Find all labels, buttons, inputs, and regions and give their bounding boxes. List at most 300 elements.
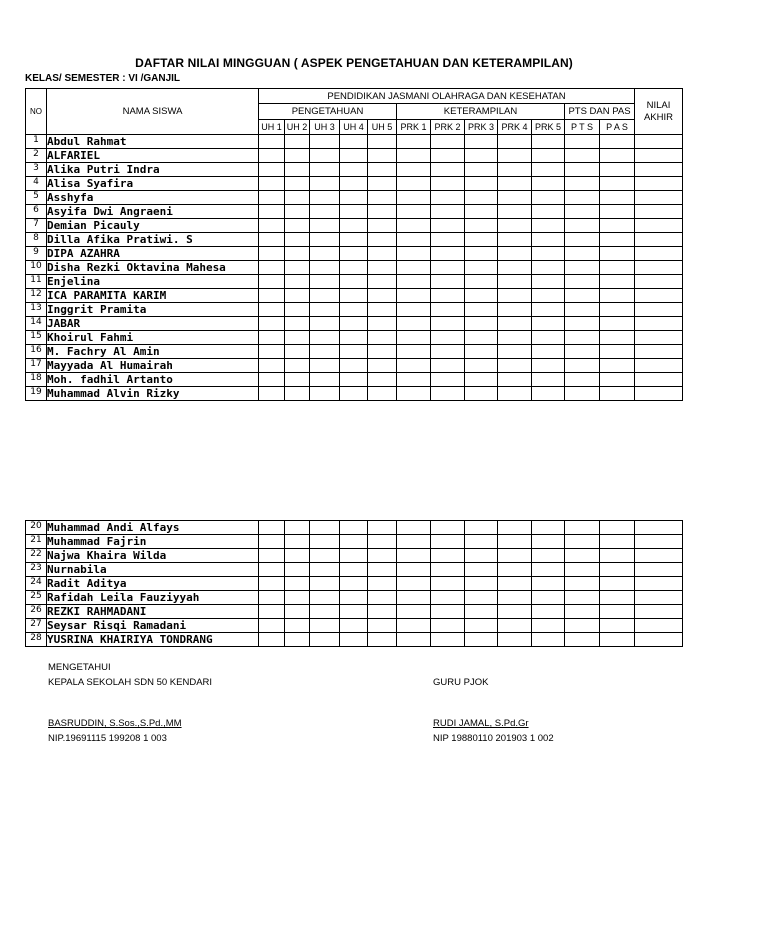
grade-cell[interactable] <box>635 163 683 177</box>
grade-cell[interactable] <box>431 563 465 577</box>
grade-cell[interactable] <box>532 331 565 345</box>
grade-cell[interactable] <box>285 261 310 275</box>
grade-cell[interactable] <box>340 387 368 401</box>
grade-cell[interactable] <box>600 191 635 205</box>
grade-cell[interactable] <box>368 191 397 205</box>
grade-cell[interactable] <box>465 359 498 373</box>
grade-cell[interactable] <box>532 275 565 289</box>
grade-cell[interactable] <box>368 219 397 233</box>
grade-cell[interactable] <box>259 177 285 191</box>
grade-cell[interactable] <box>532 303 565 317</box>
grade-cell[interactable] <box>565 633 600 647</box>
grade-cell[interactable] <box>635 219 683 233</box>
grade-cell[interactable] <box>310 317 340 331</box>
grade-cell[interactable] <box>285 247 310 261</box>
grade-cell[interactable] <box>465 233 498 247</box>
grade-cell[interactable] <box>310 549 340 563</box>
grade-cell[interactable] <box>600 233 635 247</box>
grade-cell[interactable] <box>285 591 310 605</box>
grade-cell[interactable] <box>310 591 340 605</box>
grade-cell[interactable] <box>397 359 431 373</box>
grade-cell[interactable] <box>368 549 397 563</box>
grade-cell[interactable] <box>532 163 565 177</box>
grade-cell[interactable] <box>340 149 368 163</box>
grade-cell[interactable] <box>565 549 600 563</box>
grade-cell[interactable] <box>532 317 565 331</box>
grade-cell[interactable] <box>635 373 683 387</box>
grade-cell[interactable] <box>397 577 431 591</box>
grade-cell[interactable] <box>259 633 285 647</box>
grade-cell[interactable] <box>310 149 340 163</box>
grade-cell[interactable] <box>465 345 498 359</box>
grade-cell[interactable] <box>431 373 465 387</box>
grade-cell[interactable] <box>465 605 498 619</box>
grade-cell[interactable] <box>635 535 683 549</box>
grade-cell[interactable] <box>259 619 285 633</box>
grade-cell[interactable] <box>259 163 285 177</box>
grade-cell[interactable] <box>498 191 532 205</box>
grade-cell[interactable] <box>465 135 498 149</box>
grade-cell[interactable] <box>600 163 635 177</box>
grade-cell[interactable] <box>259 359 285 373</box>
grade-cell[interactable] <box>635 261 683 275</box>
grade-cell[interactable] <box>340 563 368 577</box>
grade-cell[interactable] <box>259 577 285 591</box>
grade-cell[interactable] <box>635 521 683 535</box>
grade-cell[interactable] <box>565 345 600 359</box>
grade-cell[interactable] <box>565 331 600 345</box>
grade-cell[interactable] <box>600 219 635 233</box>
grade-cell[interactable] <box>431 219 465 233</box>
grade-cell[interactable] <box>340 177 368 191</box>
grade-cell[interactable] <box>600 373 635 387</box>
grade-cell[interactable] <box>397 563 431 577</box>
grade-cell[interactable] <box>465 577 498 591</box>
grade-cell[interactable] <box>600 633 635 647</box>
grade-cell[interactable] <box>498 359 532 373</box>
grade-cell[interactable] <box>565 577 600 591</box>
grade-cell[interactable] <box>368 577 397 591</box>
grade-cell[interactable] <box>397 219 431 233</box>
grade-cell[interactable] <box>600 303 635 317</box>
grade-cell[interactable] <box>498 373 532 387</box>
grade-cell[interactable] <box>565 233 600 247</box>
grade-cell[interactable] <box>532 191 565 205</box>
grade-cell[interactable] <box>340 191 368 205</box>
grade-cell[interactable] <box>368 591 397 605</box>
grade-cell[interactable] <box>368 619 397 633</box>
grade-cell[interactable] <box>259 345 285 359</box>
grade-cell[interactable] <box>498 619 532 633</box>
grade-cell[interactable] <box>532 591 565 605</box>
grade-cell[interactable] <box>259 205 285 219</box>
grade-cell[interactable] <box>431 521 465 535</box>
grade-cell[interactable] <box>635 233 683 247</box>
grade-cell[interactable] <box>498 233 532 247</box>
grade-cell[interactable] <box>431 317 465 331</box>
grade-cell[interactable] <box>259 373 285 387</box>
grade-cell[interactable] <box>465 633 498 647</box>
grade-cell[interactable] <box>565 177 600 191</box>
grade-cell[interactable] <box>340 359 368 373</box>
grade-cell[interactable] <box>285 163 310 177</box>
grade-cell[interactable] <box>285 549 310 563</box>
grade-cell[interactable] <box>259 591 285 605</box>
grade-cell[interactable] <box>431 135 465 149</box>
grade-cell[interactable] <box>565 359 600 373</box>
grade-cell[interactable] <box>259 563 285 577</box>
grade-cell[interactable] <box>532 633 565 647</box>
grade-cell[interactable] <box>465 549 498 563</box>
grade-cell[interactable] <box>600 563 635 577</box>
grade-cell[interactable] <box>498 177 532 191</box>
grade-cell[interactable] <box>532 345 565 359</box>
grade-cell[interactable] <box>635 191 683 205</box>
grade-cell[interactable] <box>498 521 532 535</box>
grade-cell[interactable] <box>368 535 397 549</box>
grade-cell[interactable] <box>259 549 285 563</box>
grade-cell[interactable] <box>310 261 340 275</box>
grade-cell[interactable] <box>310 247 340 261</box>
grade-cell[interactable] <box>498 261 532 275</box>
grade-cell[interactable] <box>498 633 532 647</box>
grade-cell[interactable] <box>635 205 683 219</box>
grade-cell[interactable] <box>600 275 635 289</box>
grade-cell[interactable] <box>285 177 310 191</box>
grade-cell[interactable] <box>600 605 635 619</box>
grade-cell[interactable] <box>368 303 397 317</box>
grade-cell[interactable] <box>498 331 532 345</box>
grade-cell[interactable] <box>600 331 635 345</box>
grade-cell[interactable] <box>431 345 465 359</box>
grade-cell[interactable] <box>465 219 498 233</box>
grade-cell[interactable] <box>340 163 368 177</box>
grade-cell[interactable] <box>635 331 683 345</box>
grade-cell[interactable] <box>397 591 431 605</box>
grade-cell[interactable] <box>465 317 498 331</box>
grade-cell[interactable] <box>565 191 600 205</box>
grade-cell[interactable] <box>498 605 532 619</box>
grade-cell[interactable] <box>368 331 397 345</box>
grade-cell[interactable] <box>259 303 285 317</box>
grade-cell[interactable] <box>635 549 683 563</box>
grade-cell[interactable] <box>397 303 431 317</box>
grade-cell[interactable] <box>310 275 340 289</box>
grade-cell[interactable] <box>532 261 565 275</box>
grade-cell[interactable] <box>565 219 600 233</box>
grade-cell[interactable] <box>397 275 431 289</box>
grade-cell[interactable] <box>310 619 340 633</box>
grade-cell[interactable] <box>340 521 368 535</box>
grade-cell[interactable] <box>397 163 431 177</box>
grade-cell[interactable] <box>340 303 368 317</box>
grade-cell[interactable] <box>498 549 532 563</box>
grade-cell[interactable] <box>498 563 532 577</box>
grade-cell[interactable] <box>600 359 635 373</box>
grade-cell[interactable] <box>565 275 600 289</box>
grade-cell[interactable] <box>431 549 465 563</box>
grade-cell[interactable] <box>340 247 368 261</box>
grade-cell[interactable] <box>431 261 465 275</box>
grade-cell[interactable] <box>397 549 431 563</box>
grade-cell[interactable] <box>600 345 635 359</box>
grade-cell[interactable] <box>532 247 565 261</box>
grade-cell[interactable] <box>397 331 431 345</box>
grade-cell[interactable] <box>600 149 635 163</box>
grade-cell[interactable] <box>310 359 340 373</box>
grade-cell[interactable] <box>285 233 310 247</box>
grade-cell[interactable] <box>600 177 635 191</box>
grade-cell[interactable] <box>635 345 683 359</box>
grade-cell[interactable] <box>259 535 285 549</box>
grade-cell[interactable] <box>465 535 498 549</box>
grade-cell[interactable] <box>431 205 465 219</box>
grade-cell[interactable] <box>340 549 368 563</box>
grade-cell[interactable] <box>285 191 310 205</box>
grade-cell[interactable] <box>310 135 340 149</box>
grade-cell[interactable] <box>368 205 397 219</box>
grade-cell[interactable] <box>397 149 431 163</box>
grade-cell[interactable] <box>532 619 565 633</box>
grade-cell[interactable] <box>368 633 397 647</box>
grade-cell[interactable] <box>465 149 498 163</box>
grade-cell[interactable] <box>498 289 532 303</box>
grade-cell[interactable] <box>431 633 465 647</box>
grade-cell[interactable] <box>310 563 340 577</box>
grade-cell[interactable] <box>285 563 310 577</box>
grade-cell[interactable] <box>310 633 340 647</box>
grade-cell[interactable] <box>465 247 498 261</box>
grade-cell[interactable] <box>565 289 600 303</box>
grade-cell[interactable] <box>498 149 532 163</box>
grade-cell[interactable] <box>635 177 683 191</box>
grade-cell[interactable] <box>498 577 532 591</box>
grade-cell[interactable] <box>498 163 532 177</box>
grade-cell[interactable] <box>465 163 498 177</box>
grade-cell[interactable] <box>635 303 683 317</box>
grade-cell[interactable] <box>397 605 431 619</box>
grade-cell[interactable] <box>431 387 465 401</box>
grade-cell[interactable] <box>431 577 465 591</box>
grade-cell[interactable] <box>397 387 431 401</box>
grade-cell[interactable] <box>600 521 635 535</box>
grade-cell[interactable] <box>310 205 340 219</box>
grade-cell[interactable] <box>285 135 310 149</box>
grade-cell[interactable] <box>310 219 340 233</box>
grade-cell[interactable] <box>285 577 310 591</box>
grade-cell[interactable] <box>431 247 465 261</box>
grade-cell[interactable] <box>285 331 310 345</box>
grade-cell[interactable] <box>532 373 565 387</box>
grade-cell[interactable] <box>397 191 431 205</box>
grade-cell[interactable] <box>340 331 368 345</box>
grade-cell[interactable] <box>259 233 285 247</box>
grade-cell[interactable] <box>310 535 340 549</box>
grade-cell[interactable] <box>310 521 340 535</box>
grade-cell[interactable] <box>635 387 683 401</box>
grade-cell[interactable] <box>310 289 340 303</box>
grade-cell[interactable] <box>259 247 285 261</box>
grade-cell[interactable] <box>600 135 635 149</box>
grade-cell[interactable] <box>565 591 600 605</box>
grade-cell[interactable] <box>310 605 340 619</box>
grade-cell[interactable] <box>368 149 397 163</box>
grade-cell[interactable] <box>285 289 310 303</box>
grade-cell[interactable] <box>368 289 397 303</box>
grade-cell[interactable] <box>285 521 310 535</box>
grade-cell[interactable] <box>368 345 397 359</box>
grade-cell[interactable] <box>600 591 635 605</box>
grade-cell[interactable] <box>532 549 565 563</box>
grade-cell[interactable] <box>397 317 431 331</box>
grade-cell[interactable] <box>600 387 635 401</box>
grade-cell[interactable] <box>259 135 285 149</box>
grade-cell[interactable] <box>285 605 310 619</box>
grade-cell[interactable] <box>285 317 310 331</box>
grade-cell[interactable] <box>532 205 565 219</box>
grade-cell[interactable] <box>635 135 683 149</box>
grade-cell[interactable] <box>340 275 368 289</box>
grade-cell[interactable] <box>259 261 285 275</box>
grade-cell[interactable] <box>635 149 683 163</box>
grade-cell[interactable] <box>368 135 397 149</box>
grade-cell[interactable] <box>310 163 340 177</box>
grade-cell[interactable] <box>465 289 498 303</box>
grade-cell[interactable] <box>431 289 465 303</box>
grade-cell[interactable] <box>498 247 532 261</box>
grade-cell[interactable] <box>259 191 285 205</box>
grade-cell[interactable] <box>498 303 532 317</box>
grade-cell[interactable] <box>285 149 310 163</box>
grade-cell[interactable] <box>259 317 285 331</box>
grade-cell[interactable] <box>635 317 683 331</box>
grade-cell[interactable] <box>310 345 340 359</box>
grade-cell[interactable] <box>600 619 635 633</box>
grade-cell[interactable] <box>310 373 340 387</box>
grade-cell[interactable] <box>532 289 565 303</box>
grade-cell[interactable] <box>498 205 532 219</box>
grade-cell[interactable] <box>285 373 310 387</box>
grade-cell[interactable] <box>565 619 600 633</box>
grade-cell[interactable] <box>340 233 368 247</box>
grade-cell[interactable] <box>340 219 368 233</box>
grade-cell[interactable] <box>635 577 683 591</box>
grade-cell[interactable] <box>565 303 600 317</box>
grade-cell[interactable] <box>465 275 498 289</box>
grade-cell[interactable] <box>285 633 310 647</box>
grade-cell[interactable] <box>565 387 600 401</box>
grade-cell[interactable] <box>431 275 465 289</box>
grade-cell[interactable] <box>465 387 498 401</box>
grade-cell[interactable] <box>368 387 397 401</box>
grade-cell[interactable] <box>340 577 368 591</box>
grade-cell[interactable] <box>397 289 431 303</box>
grade-cell[interactable] <box>368 373 397 387</box>
grade-cell[interactable] <box>340 261 368 275</box>
grade-cell[interactable] <box>368 605 397 619</box>
grade-cell[interactable] <box>368 275 397 289</box>
grade-cell[interactable] <box>532 605 565 619</box>
grade-cell[interactable] <box>635 619 683 633</box>
grade-cell[interactable] <box>600 261 635 275</box>
grade-cell[interactable] <box>635 563 683 577</box>
grade-cell[interactable] <box>310 387 340 401</box>
grade-cell[interactable] <box>340 619 368 633</box>
grade-cell[interactable] <box>635 591 683 605</box>
grade-cell[interactable] <box>285 219 310 233</box>
grade-cell[interactable] <box>565 563 600 577</box>
grade-cell[interactable] <box>397 521 431 535</box>
grade-cell[interactable] <box>431 163 465 177</box>
grade-cell[interactable] <box>498 345 532 359</box>
grade-cell[interactable] <box>431 331 465 345</box>
grade-cell[interactable] <box>368 521 397 535</box>
grade-cell[interactable] <box>532 219 565 233</box>
grade-cell[interactable] <box>565 317 600 331</box>
grade-cell[interactable] <box>285 345 310 359</box>
grade-cell[interactable] <box>635 289 683 303</box>
grade-cell[interactable] <box>431 605 465 619</box>
grade-cell[interactable] <box>340 135 368 149</box>
grade-cell[interactable] <box>310 233 340 247</box>
grade-cell[interactable] <box>310 331 340 345</box>
grade-cell[interactable] <box>368 317 397 331</box>
grade-cell[interactable] <box>532 149 565 163</box>
grade-cell[interactable] <box>565 535 600 549</box>
grade-cell[interactable] <box>397 261 431 275</box>
grade-cell[interactable] <box>600 317 635 331</box>
grade-cell[interactable] <box>600 205 635 219</box>
grade-cell[interactable] <box>498 535 532 549</box>
grade-cell[interactable] <box>310 177 340 191</box>
grade-cell[interactable] <box>532 535 565 549</box>
grade-cell[interactable] <box>431 535 465 549</box>
grade-cell[interactable] <box>397 633 431 647</box>
grade-cell[interactable] <box>600 535 635 549</box>
grade-cell[interactable] <box>397 205 431 219</box>
grade-cell[interactable] <box>498 591 532 605</box>
grade-cell[interactable] <box>431 303 465 317</box>
grade-cell[interactable] <box>532 563 565 577</box>
grade-cell[interactable] <box>397 135 431 149</box>
grade-cell[interactable] <box>565 149 600 163</box>
grade-cell[interactable] <box>397 247 431 261</box>
grade-cell[interactable] <box>310 577 340 591</box>
grade-cell[interactable] <box>340 317 368 331</box>
grade-cell[interactable] <box>431 233 465 247</box>
grade-cell[interactable] <box>465 191 498 205</box>
grade-cell[interactable] <box>498 387 532 401</box>
grade-cell[interactable] <box>340 605 368 619</box>
grade-cell[interactable] <box>431 359 465 373</box>
grade-cell[interactable] <box>532 233 565 247</box>
grade-cell[interactable] <box>565 373 600 387</box>
grade-cell[interactable] <box>532 177 565 191</box>
grade-cell[interactable] <box>368 563 397 577</box>
grade-cell[interactable] <box>465 591 498 605</box>
grade-cell[interactable] <box>340 345 368 359</box>
grade-cell[interactable] <box>498 275 532 289</box>
grade-cell[interactable] <box>259 387 285 401</box>
grade-cell[interactable] <box>465 563 498 577</box>
grade-cell[interactable] <box>259 149 285 163</box>
grade-cell[interactable] <box>397 233 431 247</box>
grade-cell[interactable] <box>600 289 635 303</box>
grade-cell[interactable] <box>340 373 368 387</box>
grade-cell[interactable] <box>431 149 465 163</box>
grade-cell[interactable] <box>285 619 310 633</box>
grade-cell[interactable] <box>285 303 310 317</box>
